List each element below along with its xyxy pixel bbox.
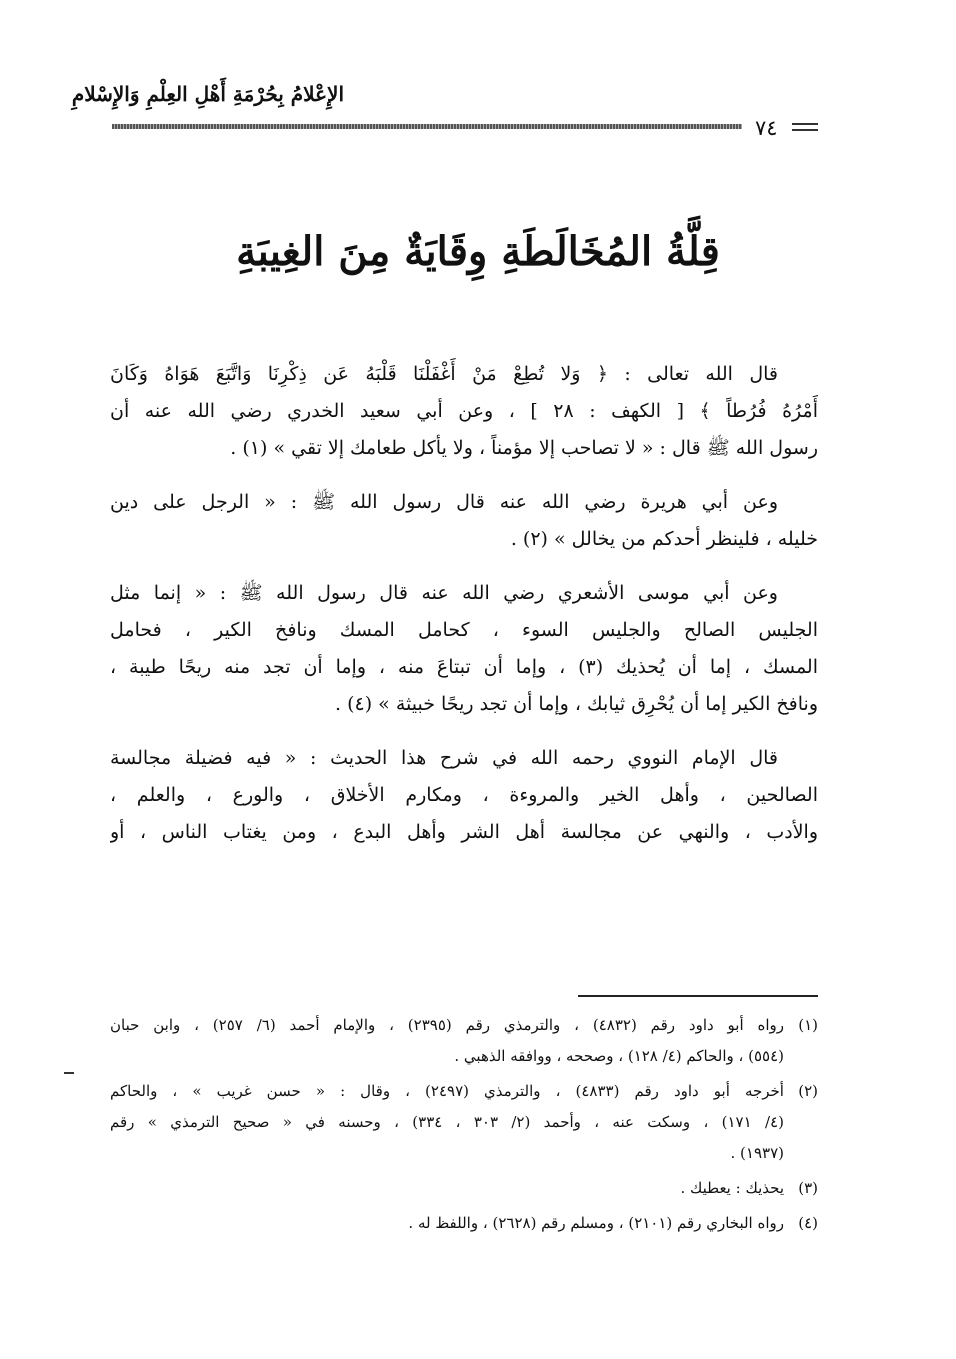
margin-mark xyxy=(64,1072,74,1074)
footnote-line: (٤/ ١٧١) ، وسكت عنه ، وأحمد (٢/ ٣٠٣ ، ٣٣٤) ، وحسنه في « صحيح الترمذي » رقم xyxy=(110,1113,784,1131)
text-line: الجليس الصالح والجليس السوء ، كحامل المسك ونافخ الكير ، فحامل xyxy=(110,619,818,641)
text-line: الصالحين ، وأهل الخير والمروءة ، ومكارم الأخلاق ، والورع ، والعلم ، xyxy=(110,784,818,806)
header-rule-mark xyxy=(792,129,818,131)
footnote xyxy=(110,1076,818,1169)
footnote-line: رواه البخاري رقم (٢١٠١) ، ومسلم رقم (٢٦٢٨) ، واللفظ له . xyxy=(408,1214,784,1232)
footnote-line: أخرجه أبو داود رقم (٤٨٣٣) ، والترمذي (٢٤٩٧) ، وقال : « حسن غريب » ، والحاكم xyxy=(110,1082,784,1100)
text-line: رسول الله ﷺ قال : « لا تصاحب إلا مؤمناً ، ولا يأكل طعامك إلا تقي » (١) . xyxy=(230,437,818,459)
text-line: المسك ، إما أن يُحذيك (٣) ، وإما أن تبتاعَ منه ، وإما أن تجد منه ريحًا طيبة ، xyxy=(110,656,818,678)
footnote xyxy=(110,1010,818,1072)
text-line: والأدب ، والنهي عن مجالسة أهل الشر وأهل البدع ، ومن يغتاب الناس ، أو xyxy=(110,821,818,843)
footnote-number: (١) xyxy=(798,1016,818,1034)
text-line: قال الله تعالى : ﴿ وَلا تُطِعْ مَنْ أَغْفَلْنَا قَلْبَهُ عَن ذِكْرِنَا وَاتَّبَعَ هَوَاهُ وَكَانَ xyxy=(110,363,778,385)
paragraph xyxy=(110,484,818,558)
footnote-line: (١٩٣٧) . xyxy=(730,1144,784,1162)
footnote-text xyxy=(110,1010,784,1072)
footnote-separator xyxy=(578,995,818,997)
paragraph xyxy=(110,575,818,723)
text-line: وعن أبي موسى الأشعري رضي الله عنه قال رسول الله ﷺ : « إنما مثل xyxy=(110,582,778,604)
header-rule-mark xyxy=(792,123,818,125)
text-line: أَمْرُهُ فُرُطاً ﴾ [ الكهف : ٢٨ ] ، وعن أبي سعيد الخدري رضي الله عنه أن xyxy=(110,400,818,422)
footnote-text xyxy=(110,1173,784,1204)
footnote-number: (٢) xyxy=(798,1082,818,1100)
footnote xyxy=(110,1208,818,1239)
page-number: ٧٤ xyxy=(755,116,778,140)
footnotes xyxy=(110,1010,818,1243)
footnote-line: (٥٥٤) ، والحاكم (٤/ ١٢٨) ، وصححه ، ووافقه الذهبي . xyxy=(454,1047,784,1065)
footnote xyxy=(110,1173,818,1204)
text-line: وعن أبي هريرة رضي الله عنه قال رسول الله ﷺ : « الرجل على دين xyxy=(110,491,778,513)
running-title: الإِعْلامُ بِحُرْمَةِ أَهْلِ العِلْمِ وَالإِسْلامِ xyxy=(71,82,344,106)
footnote-number: (٣) xyxy=(798,1179,818,1197)
paragraph xyxy=(110,740,818,851)
footnote-line: يحذيك : يعطيك . xyxy=(680,1179,784,1197)
body-text xyxy=(110,356,818,868)
header-rule xyxy=(112,124,742,129)
text-line: ونافخ الكير إما أن يُحْرِق ثيابك ، وإما أن تجد ريحًا خبيثة » (٤) . xyxy=(335,693,818,715)
footnote-line: رواه أبو داود رقم (٤٨٣٢) ، والترمذي رقم (٢٣٩٥) ، والإمام أحمد (٦/ ٢٥٧) ، وابن حبان xyxy=(110,1016,784,1034)
paragraph xyxy=(110,356,818,467)
footnote-text xyxy=(110,1076,784,1169)
footnote-number: (٤) xyxy=(798,1214,818,1232)
text-line: خليله ، فلينظر أحدكم من يخالل » (٢) . xyxy=(510,528,818,550)
chapter-title: قِلَّةُ المُخَالَطَةِ وِقَايَةٌ مِنَ الغِيبَةِ xyxy=(236,228,720,275)
footnote-text xyxy=(110,1208,784,1239)
text-line: قال الإمام النووي رحمه الله في شرح هذا الحديث : « فيه فضيلة مجالسة xyxy=(110,747,778,769)
